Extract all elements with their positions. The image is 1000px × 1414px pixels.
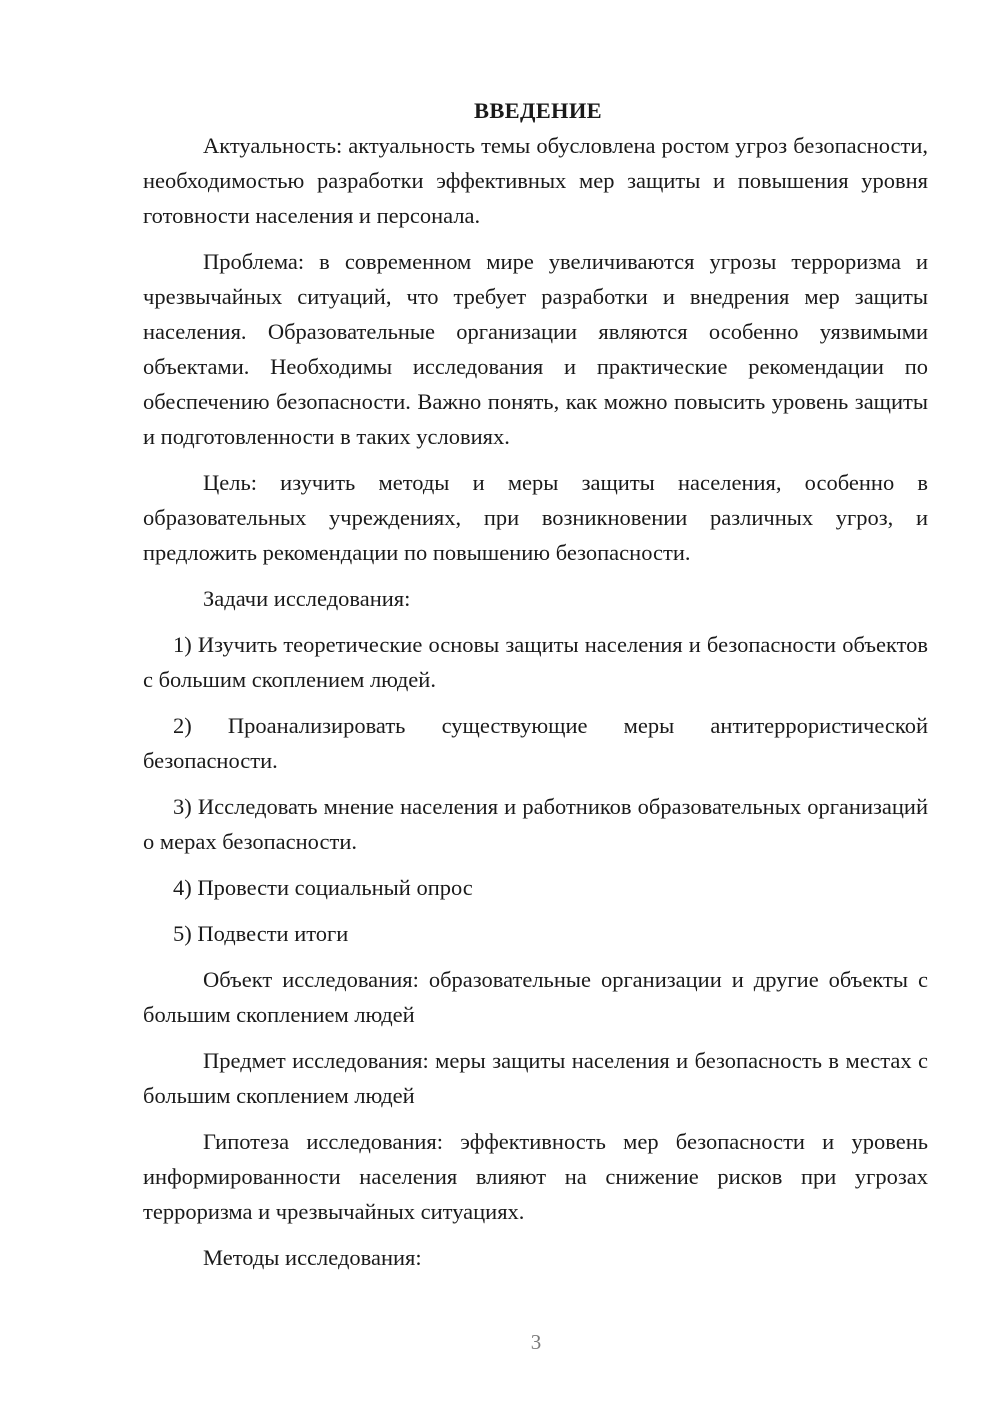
task-item-2: 2) Проанализировать существующие меры антитеррористической безопасности. [143,713,928,773]
section-heading: ВВЕДЕНИЕ [474,98,602,123]
paragraph-problem: Проблема: в современном мире увеличиваются угрозы терроризма и чрезвычайных ситуаций, что требует разработки и внедрения мер защиты населения. Образовательные организации являются особенно уязвимыми объектами. Необходимы исследования и практические рекомендации по обеспечению безопасности. Важно понять, как можно повысить уровень защиты и подготовленности в таких условиях. [143,249,928,449]
paragraph-subject: Предмет исследования: меры защиты населения и безопасность в местах с большим скоплением людей [143,1048,928,1108]
page-content [143,93,928,1286]
paragraph-goal: Цель: изучить методы и меры защиты населения, особенно в образовательных учреждениях, при возникновении различных угроз, и предложить рекомендации по повышению безопасности. [143,470,928,565]
paragraph-tasks-title: Задачи исследования: [203,586,411,611]
paragraph-object: Объект исследования: образовательные организации и другие объекты с большим скоплением людей [143,967,928,1027]
task-item-1: 1) Изучить теоретические основы защиты населения и безопасности объектов с большим скоплением людей. [143,632,928,692]
paragraph-relevance: Актуальность: актуальность темы обусловлена ростом угроз безопасности, необходимостью разработки эффективных мер защиты и повышения уровня готовности населения и персонала. [143,133,928,228]
task-item-4: 4) Провести социальный опрос [173,875,473,900]
paragraph-methods-title: Методы исследования: [203,1245,422,1270]
page-number: 3 [530,1330,542,1354]
task-item-5: 5) Подвести итоги [173,921,349,946]
task-item-3: 3) Исследовать мнение населения и работников образовательных организаций о мерах безопасности. [143,794,928,854]
paragraph-hypothesis: Гипотеза исследования: эффективность мер безопасности и уровень информированности населения влияют на снижение рисков при угрозах терроризма и чрезвычайных ситуациях. [143,1129,928,1224]
